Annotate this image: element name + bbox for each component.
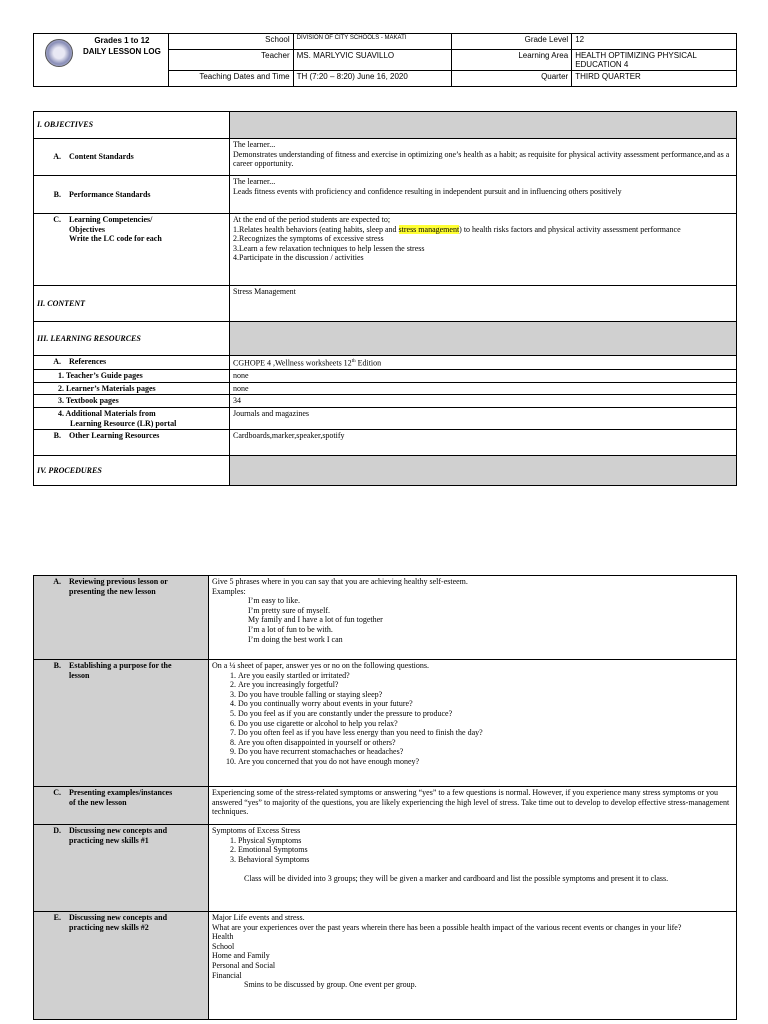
competency-1-pre: 1.Relates health behaviors (eating habits, sleep and: [233, 224, 399, 234]
area-value-line1: HEALTH OPTIMIZING PHYSICAL: [575, 51, 697, 60]
proc-b-label: [34, 660, 209, 787]
learners-materials-value: none: [230, 382, 737, 395]
proc-e-event: Home and Family: [212, 951, 270, 961]
resources-heading-fill: [230, 322, 737, 356]
school-value: DIVISION OF CITY SCHOOLS - MAKATI: [293, 34, 452, 50]
proc-d-intro: Symptoms of Excess Stress: [212, 826, 301, 835]
competencies-key: C.: [53, 215, 61, 224]
additional-materials-label2: Learning Resource (LR) portal: [70, 418, 177, 428]
additional-materials-label1: 4. Additional Materials from: [58, 409, 156, 419]
proc-e-value: [209, 912, 737, 1020]
resources-heading: III. LEARNING RESOURCES: [34, 322, 230, 356]
procedures-heading-fill: [230, 456, 737, 486]
content-standards-value: [230, 139, 737, 176]
header-title: [83, 35, 161, 57]
proc-b-question: 7. Do you often feel as if you have less energy than you need to finish the day?: [238, 728, 733, 738]
performance-standards-key: B.: [53, 189, 61, 199]
proc-e-event: Financial: [212, 970, 242, 980]
performance-standards-line1: The learner...: [233, 177, 276, 186]
proc-d-symptom: 1. Physical Symptoms: [238, 836, 733, 846]
proc-e-line2: What are your experiences over the past years wherein there has been a possible health impact of the various recent events or changes in your life?: [212, 922, 682, 932]
proc-c-label2: of the new lesson: [69, 797, 127, 807]
proc-a-label1: Reviewing previous lesson or: [69, 577, 168, 586]
proc-b-value: [209, 660, 737, 787]
additional-materials-value: Journals and magazines: [230, 408, 737, 430]
performance-standards-text: Performance Standards: [69, 189, 151, 199]
proc-d-key: D.: [53, 826, 61, 835]
proc-c-value: Experiencing some of the stress-related symptoms or answering “yes” to a few questions is normal. However, if you experience many stress symptoms or you answered “yes” to majority of the questions, you are likely experiencing the high level of stress. Take time out to develop to develop effective stress-management techniques.: [209, 787, 737, 825]
proc-e-text: [69, 913, 167, 932]
grade-value: 12: [572, 34, 737, 50]
objectives-heading-fill: [230, 112, 737, 139]
proc-d-label1: Discussing new concepts and: [69, 826, 168, 835]
other-resources-key: B.: [53, 431, 61, 441]
proc-c-label: [34, 787, 209, 825]
other-resources-text: Other Learning Resources: [69, 431, 160, 441]
competency-2: 2.Recognizes the symptoms of excessive stress: [233, 234, 384, 244]
proc-d-label: [34, 825, 209, 912]
proc-b-key: B.: [53, 661, 61, 670]
procedures-table: [33, 575, 737, 1020]
proc-a-label2: presenting the new lesson: [69, 586, 156, 596]
proc-b-questions: [212, 671, 733, 767]
proc-b-question: 3. Do you have trouble falling or staying sleep?: [238, 690, 733, 700]
performance-standards-label: [34, 176, 230, 214]
proc-b-question: 4. Do you continually worry about events in your future?: [238, 699, 733, 709]
proc-b-question: 2. Are you increasingly forgetful?: [238, 680, 733, 690]
content-standards-key: A.: [53, 152, 61, 162]
proc-a-example-4: I’m a lot of fun to be with.: [248, 624, 333, 634]
proc-b-question: 1. Are you easily startled or irritated?: [238, 671, 733, 681]
proc-d-text: [69, 826, 167, 845]
proc-c-label1: Presenting examples/instances: [69, 788, 173, 797]
proc-d-symptom: 3. Behavioral Symptoms: [238, 855, 733, 865]
proc-a-example-5: I’m doing the best work I can: [248, 634, 343, 644]
proc-e-event: School: [212, 941, 235, 951]
quarter-label: Quarter: [452, 71, 572, 87]
proc-b-question: 8. Are you often disappointed in yourself or others?: [238, 738, 733, 748]
proc-d-note: Class will be divided into 3 groups; they will be given a marker and cardboard and list the possible symptoms and present it to class.: [244, 874, 669, 884]
proc-c-key: C.: [53, 788, 61, 797]
proc-a-example-3: My family and I have a lot of fun together: [248, 615, 383, 625]
teachers-guide-value: none: [230, 370, 737, 383]
proc-b-intro: On a ¼ sheet of paper, answer yes or no on the following questions.: [212, 661, 429, 670]
content-heading: II. CONTENT: [34, 286, 230, 322]
objectives-table: [33, 111, 737, 486]
references-key: A.: [53, 357, 61, 366]
proc-a-example-1: I’m easy to like.: [248, 596, 300, 606]
proc-b-question: 10. Are you concerned that you do not have enough money?: [238, 757, 733, 767]
proc-b-question: 5. Do you feel as if you are constantly under the pressure to produce?: [238, 709, 733, 719]
deped-seal-icon: [45, 39, 73, 67]
proc-c-text: [69, 788, 172, 807]
dates-value: TH (7:20 – 8:20) June 16, 2020: [293, 71, 452, 87]
school-label: School: [168, 34, 293, 50]
competency-1-post: ) to health risks factors and physical activity assessment performance: [459, 224, 681, 234]
additional-materials-label: [34, 408, 230, 430]
header-logo-cell: [34, 34, 169, 87]
competencies-label3: Write the LC code for each: [69, 234, 162, 244]
content-standards-label: [34, 139, 230, 176]
proc-b-question: 9. Do you have recurrent stomachaches or headaches?: [238, 747, 733, 757]
area-label: Learning Area: [452, 50, 572, 71]
competencies-label1: Learning Competencies/: [69, 215, 153, 224]
proc-d-label2: practicing new skills #1: [69, 835, 149, 845]
proc-d-symptoms: [212, 836, 733, 865]
content-standards-text: Content Standards: [69, 152, 134, 162]
competency-3: 3.Learn a few relaxation techniques to help lessen the stress: [233, 243, 425, 253]
competencies-label2: Objectives: [69, 224, 105, 234]
proc-e-note: Smins to be discussed by group. One event per group.: [244, 980, 417, 990]
proc-b-label2: lesson: [69, 670, 90, 680]
competencies-label: [34, 214, 230, 286]
proc-a-key: A.: [53, 577, 61, 586]
competency-1-highlight: stress management: [398, 224, 460, 234]
teacher-label: Teacher: [168, 50, 293, 71]
competency-1: [233, 225, 733, 235]
references-text: References: [69, 357, 107, 366]
proc-d-symptom: 2. Emotional Symptoms: [238, 845, 733, 855]
teachers-guide-label: 1. Teacher’s Guide pages: [34, 370, 230, 383]
proc-a-text: [69, 577, 168, 596]
content-standards-line2: Demonstrates understanding of fitness and exercise in optimizing one’s health as a habit; as requisite for physical activity assessment performance,and as a career opportunity.: [233, 149, 730, 169]
textbook-value: 34: [230, 395, 737, 408]
content-value: Stress Management: [230, 286, 737, 322]
proc-e-label2: practicing new skills #2: [69, 922, 149, 932]
performance-standards-line2: Leads fitness events with proficiency and confidence resulting in independent pursuit and in influencing others positively: [233, 186, 622, 196]
references-label: [34, 356, 230, 370]
teacher-value: MS. MARLYVIC SUAVILLO: [293, 50, 452, 71]
proc-e-line1: Major Life events and stress.: [212, 913, 305, 922]
textbook-label: 3. Textbook pages: [34, 395, 230, 408]
references-value-sup: th: [351, 359, 356, 364]
competencies-text: [69, 215, 162, 244]
other-resources-label: [34, 430, 230, 456]
proc-e-event: Health: [212, 932, 234, 942]
learners-materials-label: 2. Learner’s Materials pages: [34, 382, 230, 395]
objectives-heading: I. OBJECTIVES: [34, 112, 230, 139]
competencies-value: [230, 214, 737, 286]
grade-label: Grade Level: [452, 34, 572, 50]
competency-4: 4.Participate in the discussion / activities: [233, 253, 364, 263]
proc-e-event: Personal and Social: [212, 960, 276, 970]
proc-a-intro: Give 5 phrases where in you can say that you are achieving healthy self-esteem.: [212, 577, 468, 586]
references-value-pre: CGHOPE 4 ,Wellness worksheets 12: [233, 358, 352, 368]
area-value: [572, 50, 737, 71]
area-value-line2: EDUCATION 4: [575, 60, 629, 69]
proc-b-question: 6. Do you use cigarette or alcohol to help you relax?: [238, 719, 733, 729]
quarter-value: THIRD QUARTER: [572, 71, 737, 87]
dates-label: Teaching Dates and Time: [168, 71, 293, 87]
references-value-post: Edition: [355, 358, 382, 368]
content-standards-line1: The learner...: [233, 140, 276, 149]
proc-e-label: [34, 912, 209, 1020]
references-value: [230, 356, 737, 370]
proc-b-text: [69, 661, 172, 680]
other-resources-value: Cardboards,marker,speaker,spotify: [230, 430, 737, 456]
proc-a-label: [34, 576, 209, 660]
proc-d-value: [209, 825, 737, 912]
proc-a-examples-label: Examples:: [212, 586, 246, 596]
competencies-intro: At the end of the period students are expected to;: [233, 215, 391, 224]
proc-e-label1: Discussing new concepts and: [69, 913, 168, 922]
performance-standards-value: [230, 176, 737, 214]
log-title: DAILY LESSON LOG: [83, 47, 161, 56]
proc-a-value: [209, 576, 737, 660]
proc-e-key: E.: [53, 913, 61, 922]
header-table: [33, 33, 737, 87]
proc-b-label1: Establishing a purpose for the: [69, 661, 172, 670]
procedures-heading: IV. PROCEDURES: [34, 456, 230, 486]
proc-a-example-2: I’m pretty sure of myself.: [248, 605, 330, 615]
grades-label: Grades 1 to 12: [94, 36, 150, 45]
